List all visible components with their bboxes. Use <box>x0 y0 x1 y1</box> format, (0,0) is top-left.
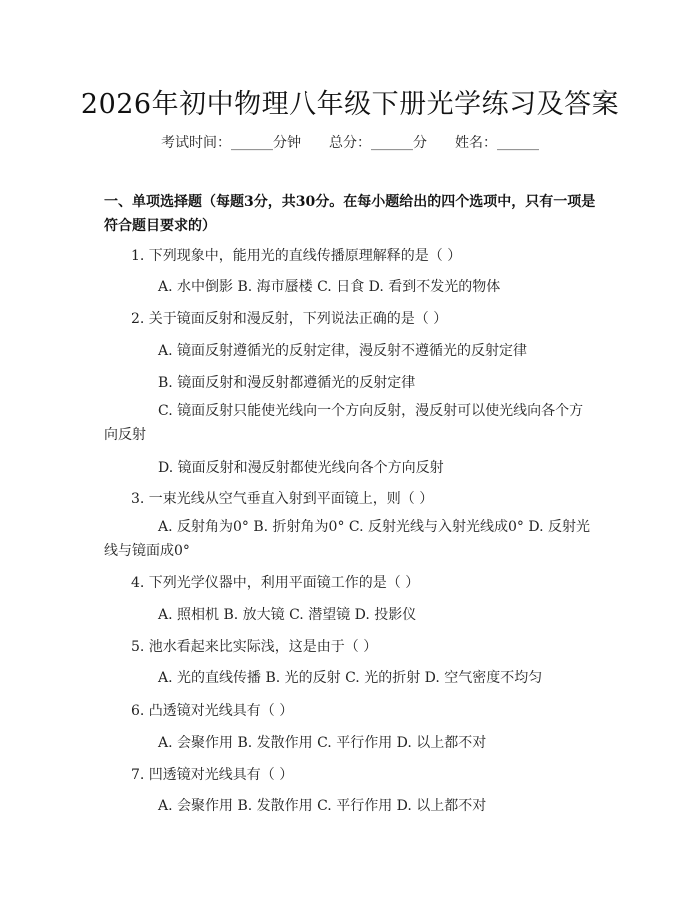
question-stem: 5. 池水看起来比实际浅，这是由于（ ） <box>131 639 378 655</box>
question-options: A. 照相机 B. 放大镜 C. 潜望镜 D. 投影仪 <box>158 607 417 623</box>
question-options: A. 会聚作用 B. 发散作用 C. 平行作用 D. 以上都不对 <box>158 735 487 751</box>
question-stem: 6. 凸透镜对光线具有（ ） <box>131 703 294 719</box>
question-option: B. 镜面反射和漫反射都遵循光的反射定律 <box>158 375 416 391</box>
question-stem: 3. 一束光线从空气垂直入射到平面镜上，则（ ） <box>131 491 434 507</box>
exam-info-line <box>0 132 700 152</box>
question-stem: 7. 凹透镜对光线具有（ ） <box>131 767 294 783</box>
question-stem: 2. 关于镜面反射和漫反射，下列说法正确的是（ ） <box>131 311 448 327</box>
question-stem: 1. 下列现象中，能用光的直线传播原理解释的是（ ） <box>131 248 462 264</box>
document-title: 2026年初中物理八年级下册光学练习及答案 <box>80 89 620 120</box>
question-stem: 4. 下列光学仪器中，利用平面镜工作的是（ ） <box>131 575 420 591</box>
question-options: A. 会聚作用 B. 发散作用 C. 平行作用 D. 以上都不对 <box>158 798 487 814</box>
question-options: A. 水中倒影 B. 海市蜃楼 C. 日食 D. 看到不发光的物体 <box>158 279 501 295</box>
total-score-field: 总分：______分 <box>329 135 427 151</box>
section-title: 一、单项选择题（每题3分，共30分。在每小题给出的四个选项中，只有一项是符合题目要求的） <box>104 194 596 234</box>
question-options: A. 光的直线传播 B. 光的反射 C. 光的折射 D. 空气密度不均匀 <box>158 670 543 686</box>
question-option: C. 镜面反射只能使光线向一个方向反射，漫反射可以使光线向各个方向反射 <box>104 403 584 443</box>
exam-time-field: 考试时间：______分钟 <box>161 135 301 151</box>
name-field: 姓名：______ <box>455 135 539 151</box>
question-option: D. 镜面反射和漫反射都使光线向各个方向反射 <box>158 460 444 476</box>
question-options: A. 反射角为0° B. 折射角为0° C. 反射光线与入射光线成0° D. 反射光线与镜面成0° <box>104 519 591 559</box>
question-option: A. 镜面反射遵循光的反射定律，漫反射不遵循光的反射定律 <box>158 343 528 359</box>
